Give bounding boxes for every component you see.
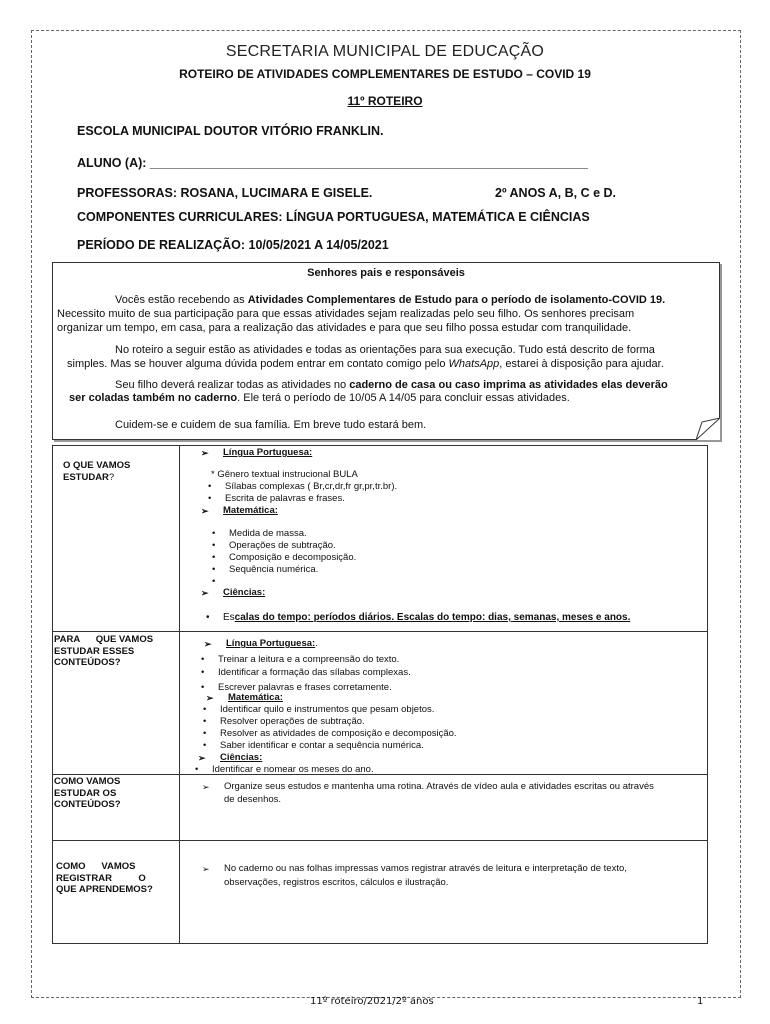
page-curl-icon	[696, 418, 720, 440]
notice-line	[67, 357, 664, 371]
notice-text: Vocês estão recebendo as	[115, 294, 248, 306]
grades: 2º ANOS A, B, C e D.	[495, 186, 617, 200]
heading-ciencias: ➢ Ciências:	[220, 752, 262, 764]
label-why-study	[54, 634, 153, 669]
label-line: QUE APRENDEMOS?	[56, 884, 153, 895]
item-text: Es	[223, 612, 235, 623]
notice-paragraph-1	[115, 293, 665, 307]
teachers: PROFESSORAS: ROSANA, LUCIMARA E GISELE.	[77, 186, 373, 200]
secretaria-heading: SECRETARIA MUNICIPAL DE EDUCAÇÃO	[225, 43, 545, 60]
list-item: • Medida de massa.	[229, 528, 307, 540]
label-line	[63, 472, 130, 484]
notice-emphasis: caderno de casa ou caso imprima as atividades elas deverão	[349, 379, 668, 391]
column-divider	[179, 446, 180, 631]
heading-lingua-portuguesa: ➢ Língua Portuguesa:	[223, 447, 312, 459]
notice-line: organizar um tempo, em casa, para a realização das atividades e para que seu filho possa estudar com tranquilidade.	[57, 322, 632, 334]
notice-text: simples. Mas se houver alguma dúvida podem entrar em contato comigo pelo	[67, 358, 449, 370]
list-item: • Sílabas complexas ( Br,cr,dr,fr gr,pr,tr.br).	[225, 481, 397, 493]
column-divider	[179, 632, 180, 774]
whatsapp-text: WhatsApp	[448, 358, 500, 370]
footer-label: 11º roteiro/2021/2º anos	[310, 996, 434, 1007]
list-item: • Identificar a formação das sílabas complexas.	[218, 667, 411, 679]
label-line: ESTUDAR OS	[54, 787, 117, 799]
notice-emphasis: Atividades Complementares de Estudo para o período de isolamento-COVID 19.	[247, 294, 666, 306]
notice-emphasis: ser coladas também no caderno	[69, 392, 238, 404]
list-item: • Saber identificar e contar a sequência numérica.	[220, 740, 424, 752]
curricular-components: COMPONENTES CURRICULARES: LÍNGUA PORTUGUESA, MATEMÁTICA E CIÊNCIAS	[77, 210, 590, 224]
list-item: • Composição e decomposição.	[229, 552, 356, 564]
notice-text: . Ele terá o período de 10/05 A 14/05 para concluir essas atividades.	[237, 392, 570, 404]
heading-text: Língua Portuguesa:	[226, 638, 316, 649]
item-text: calas do tempo: períodos diários. Escalas do tempo: dias, semanas, meses e anos.	[234, 612, 631, 623]
list-item: • Resolver as atividades de composição e decomposição.	[220, 728, 457, 740]
label-line: ESTUDAR ESSES	[54, 645, 135, 657]
notice-heading: Senhores pais e responsáveis	[307, 267, 465, 279]
how-study-text: ➢ Organize seus estudos e mantenha uma rotina. Através de vídeo aula e atividades escritas ou através	[224, 781, 654, 793]
list-item: • Treinar a leitura e a compreensão do texto.	[218, 654, 399, 666]
school-name: ESCOLA MUNICIPAL DOUTOR VITÓRIO FRANKLIN.	[77, 124, 384, 138]
student-name-field[interactable]: ALUNO (A): _______________________________________________________________	[77, 156, 588, 170]
heading-matematica: ➢ Matemática:	[228, 692, 283, 704]
label-line: O QUE VAMOS	[63, 460, 131, 471]
notice-paragraph-2: No roteiro a seguir estão as atividades e todas as orientações para sua execução. Tudo está descrito de forma	[115, 344, 655, 356]
label-line: CONTEÚDOS?	[54, 799, 121, 810]
notice-paragraph-3	[115, 378, 668, 392]
list-item	[223, 612, 630, 624]
notice-text: Seu filho deverá realizar todas as atividades no	[115, 379, 350, 391]
list-item: • Identificar e nomear os meses do ano.	[212, 764, 374, 776]
label-how-study	[54, 776, 121, 811]
document-title: ROTEIRO DE ATIVIDADES COMPLEMENTARES DE ESTUDO – COVID 19	[179, 67, 591, 81]
column-divider	[179, 775, 180, 840]
genre-text: * Gênero textual instrucional BULA	[211, 469, 358, 480]
parents-notice	[52, 262, 720, 440]
heading-text: .	[315, 638, 318, 649]
column-divider	[179, 839, 180, 943]
notice-text: , estarei à disposição para ajudar.	[499, 358, 664, 370]
list-item: • Operações de subtração.	[229, 540, 336, 552]
heading-matematica: ➢ Matemática:	[223, 505, 278, 517]
notice-paragraph-4: Cuidem-se e cuidem de sua família. Em breve tudo estará bem.	[115, 419, 427, 431]
heading-lingua-portuguesa	[226, 638, 318, 650]
period: PERÍODO DE REALIZAÇÃO: 10/05/2021 A 14/05/2021	[77, 238, 389, 252]
label-line: COMO VAMOS	[54, 776, 121, 787]
how-record-text: observações, registros escritos, cálculos e ilustração.	[224, 877, 449, 888]
roteiro-number: 11º ROTEIRO	[347, 94, 423, 108]
how-study-text: de desenhos.	[224, 794, 282, 805]
notice-line	[69, 391, 570, 405]
label-how-record	[56, 861, 153, 896]
label-line: REGISTRAR O	[56, 872, 146, 884]
list-item: • Escrita de palavras e frases.	[225, 493, 345, 505]
label-line: CONTEÚDOS?	[54, 657, 121, 668]
notice-line: Necessito muito de sua participação para que essas atividades sejam realizadas pelo seu filho. Os senhores precisam	[57, 308, 635, 320]
list-item: • Sequência numérica.	[229, 564, 318, 576]
row-what-to-study	[52, 445, 708, 632]
label-what-to-study	[63, 460, 130, 483]
label-text: ?	[108, 471, 115, 483]
list-item: • Resolver operações de subtração.	[220, 716, 365, 728]
how-record-text: ➢ No caderno ou nas folhas impressas vamos registrar através de leitura e interpretação de texto,	[224, 863, 627, 875]
label-text: ESTUDAR	[63, 471, 109, 483]
heading-ciencias: ➢ Ciências:	[223, 587, 265, 599]
list-item: • Identificar quilo e instrumentos que pesam objetos.	[220, 704, 434, 716]
page-number: 1	[697, 996, 704, 1007]
list-item: • Escrever palavras e frases corretamente.	[218, 682, 392, 694]
label-line: PARA QUE VAMOS	[54, 634, 154, 645]
label-line: COMO VAMOS	[56, 861, 136, 872]
